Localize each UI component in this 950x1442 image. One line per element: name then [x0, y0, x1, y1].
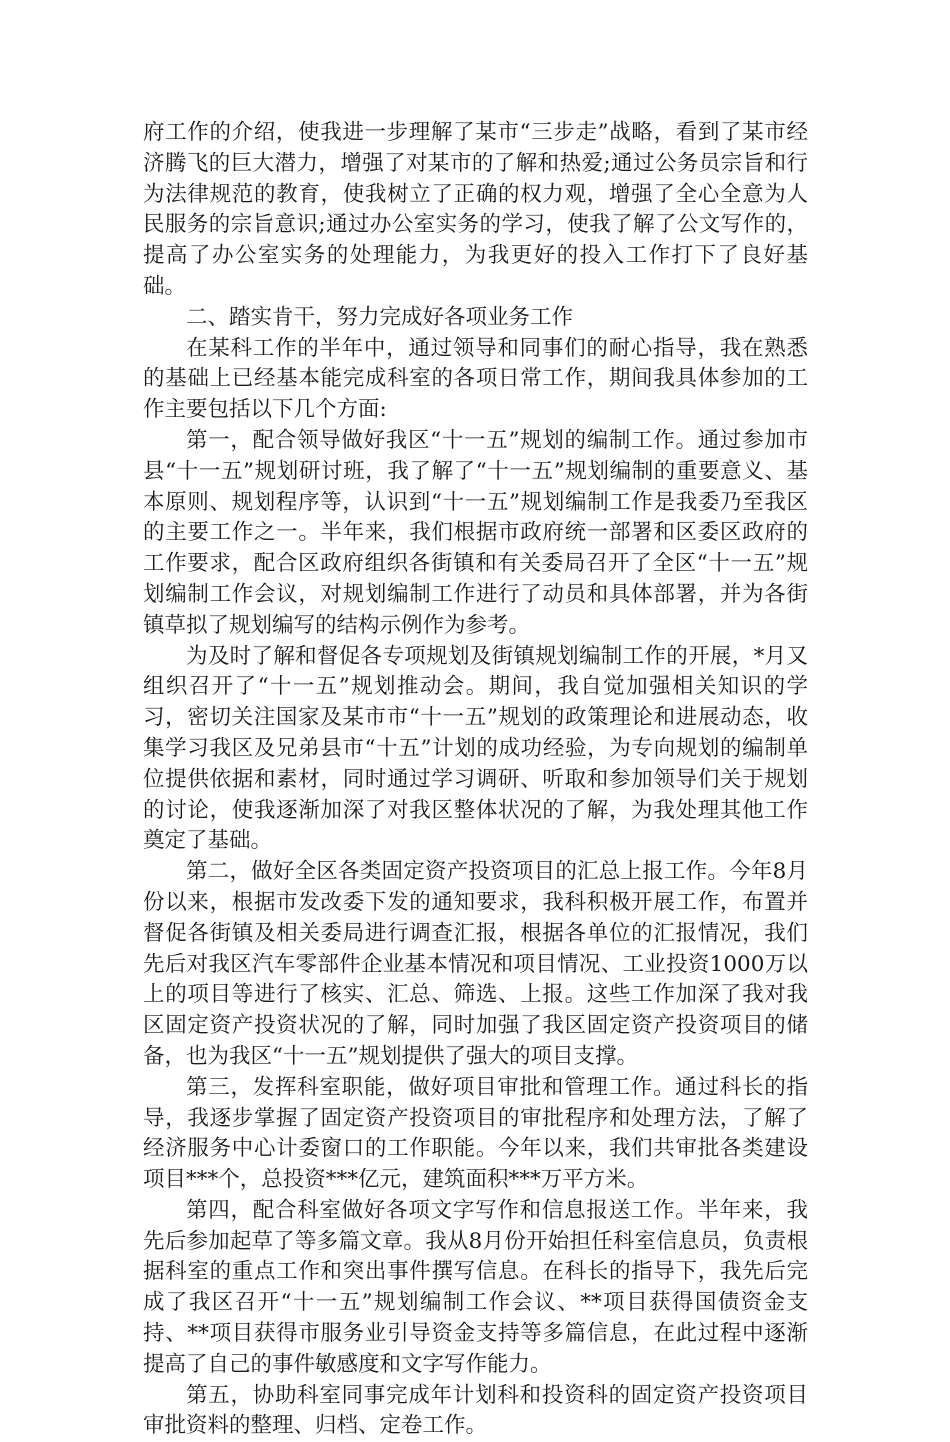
paragraph-1: 府工作的介绍，使我进一步理解了某市“三步走”战略，看到了某市经济腾飞的巨大潜力，增强了对某市的了解和热爱;通过公务员宗旨和行为法律规范的教育，使我树立了正确的权力观，增强了全心全意为人民服务的宗旨意识;通过办公室实务的学习，使我了解了公文写作的，提高了办公室实务的处理能力，为我更好的投入工作打下了良好基础。 [143, 120, 808, 299]
paragraph-8: 第四，配合科室做好各项文字写作和信息报送工作。半年来，我先后参加起草了等多篇文章。我从8月份开始担任科室信息员，负责根据科室的重点工作和突出事件撰写信息。在科长的指导下，我先后完成了我区召开“十一五”规划编制工作会议、**项目获得国债资金支持、**项目获得市服务业引导资金支持等多篇信息，在此过程中逐渐提高了自己的事件敏感度和文字写作能力。 [143, 1197, 808, 1377]
paragraph-5: 为及时了解和督促各专项规划及街镇规划编制工作的开展，*月又组织召开了“十一五”规划推动会。期间，我自觉加强相关知识的学习，密切关注国家及某市市“十一五”规划的政策理论和进展动态，收集学习我区及兄弟县市“十五”计划的成功经验，为专向规划的编制单位提供依据和素材，同时通过学习调研、听取和参加领导们关于规划的讨论，使我逐渐加深了对我区整体状况的了解，为我处理其他工作奠定了基础。 [143, 643, 808, 854]
paragraph-7: 第三，发挥科室职能，做好项目审批和管理工作。通过科长的指导，我逐步掌握了固定资产投资项目的审批程序和处理方法，了解了经济服务中心计委窗口的工作职能。今年以来，我们共审批各类建设项目***个，总投资***亿元，建筑面积***万平方米。 [143, 1074, 808, 1193]
paragraph-4: 第一，配合领导做好我区“十一五”规划的编制工作。通过参加市县“十一五”规划研讨班，我了解了“十一五”规划编制的重要意义、基本原则、规划程序等，认识到“十一五”规划编制工作是我委乃至我区的主要工作之一。半年来，我们根据市政府统一部署和区委区政府的工作要求，配合区政府组织各街镇和有关委局召开了全区“十一五”规划编制工作会议，对规划编制工作进行了动员和具体部署，并为各街镇草拟了规划编写的结构示例作为参考。 [143, 427, 808, 638]
document-body [143, 118, 808, 1442]
paragraph-3: 在某科工作的半年中，通过领导和同事们的耐心指导，我在熟悉的基础上已经基本能完成科室的各项日常工作，期间我具体参加的工作主要包括以下几个方面: [143, 335, 808, 423]
paragraph-9: 第五，协助科室同事完成年计划科和投资科的固定资产投资项目审批资料的整理、归档、定卷工作。 [143, 1382, 808, 1439]
section-heading-2: 二、踏实肯干，努力完成好各项业务工作 [186, 304, 574, 330]
paragraph-6: 第二，做好全区各类固定资产投资项目的汇总上报工作。今年8月份以来，根据市发改委下发的通知要求，我科积极开展工作，布置并督促各街镇及相关委局进行调查汇报，根据各单位的汇报情况，我们先后对我区汽车零部件企业基本情况和项目情况、工业投资1000万以上的项目等进行了核实、汇总、筛选、上报。这些工作加深了我对我区固定资产投资状况的了解，同时加强了我区固定资产投资项目的储备，也为我区“十一五”规划提供了强大的项目支撑。 [143, 859, 808, 1069]
